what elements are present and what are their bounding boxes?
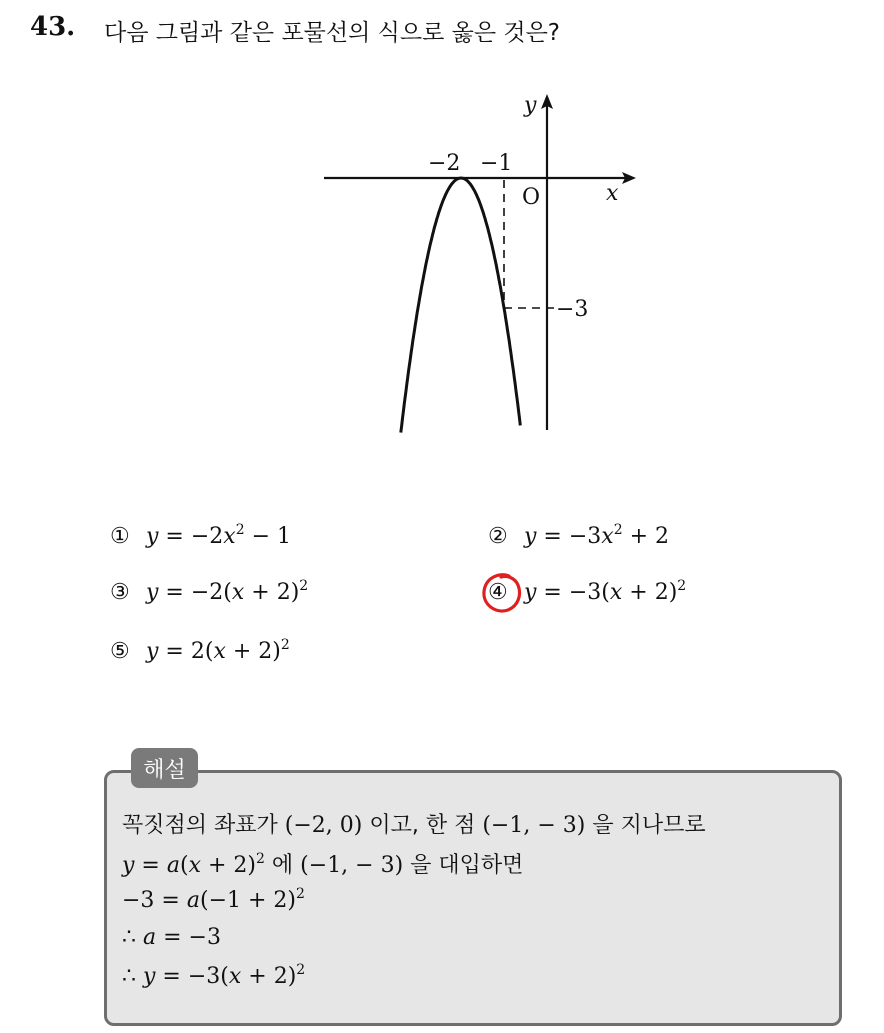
tick-label-neg1: −1 [480, 151, 513, 176]
parabola-graph [310, 82, 650, 442]
solution-line-5: ∴ $y = -3(x + 2)^2$ [122, 962, 306, 989]
choice-5[interactable] [110, 637, 290, 664]
x-axis-label: x [606, 181, 619, 206]
choice-equation: $y = -3x^2 + 2$ [524, 522, 670, 549]
question-text: 다음 그림과 같은 포물선의 식으로 옳은 것은? [104, 20, 560, 46]
question-number: 43. [30, 12, 76, 42]
choice-2[interactable] [488, 522, 669, 549]
choice-number: ⑤ [110, 639, 130, 664]
solution-line-2: $y = a(x + 2)^2$ 에 (−1, − 3) 을 대입하면 [122, 851, 524, 878]
choice-equation: $y = 2(x + 2)^2$ [146, 637, 290, 664]
answer-mark-circle-icon [477, 568, 527, 618]
choice-number: ① [110, 524, 130, 549]
choice-equation: $y = -3(x + 2)^2$ [524, 578, 687, 605]
origin-label: O [522, 185, 541, 210]
choice-number: ② [488, 524, 508, 549]
choice-number: ③ [110, 580, 130, 605]
tick-label-neg3: −3 [556, 297, 589, 322]
solution-line-1: 꼭짓점의 좌표가 (−2, 0) 이고, 한 점 (−1, − 3) 을 지나므로 [122, 813, 706, 838]
choice-1[interactable] [110, 522, 291, 549]
solution-line-3: $-3 = a(-1 + 2)^2$ [122, 886, 305, 913]
parabola-curve [401, 178, 521, 433]
choice-number: ④ [488, 580, 508, 605]
choice-equation: $y = -2(x + 2)^2$ [146, 578, 309, 605]
solution-line-4: ∴ a = −3 [122, 925, 221, 950]
choice-equation: $y = -2x^2 - 1$ [146, 522, 292, 549]
solution-tag: 해설 [131, 748, 198, 788]
y-axis-label: y [524, 93, 537, 118]
tick-label-neg2: −2 [428, 151, 461, 176]
choice-3[interactable] [110, 578, 308, 605]
